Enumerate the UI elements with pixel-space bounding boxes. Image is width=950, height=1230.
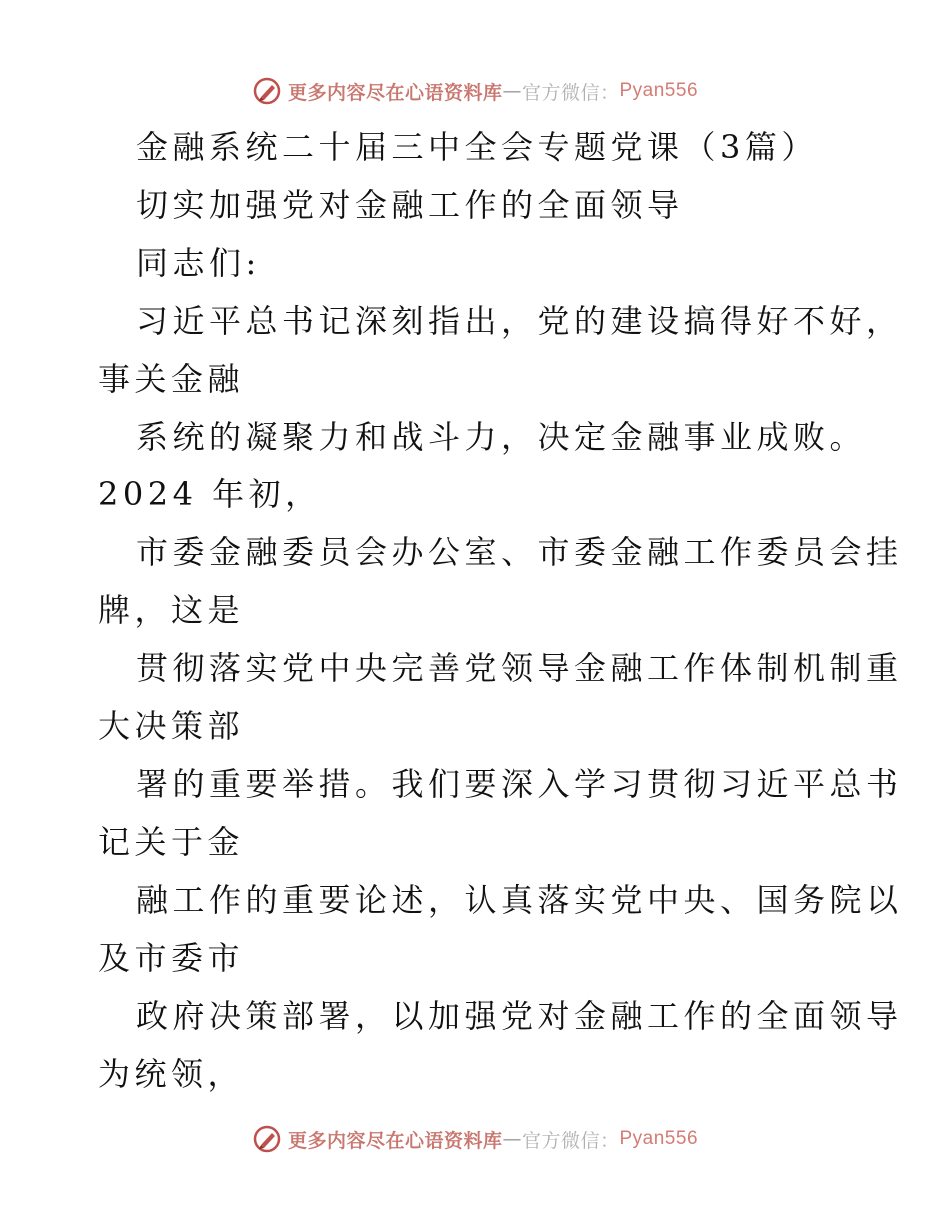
paragraph-line: 牌，这是	[98, 591, 245, 629]
paragraph-line: 为统领，	[98, 1055, 245, 1093]
paragraph-line: 记关于金	[98, 823, 245, 861]
wechat-label: 官方微信：	[521, 81, 620, 104]
paragraph-line: 事关金融	[98, 360, 245, 398]
banner-separator: —	[502, 1128, 522, 1150]
paragraph-line: 贯彻落实党中央完善党领导金融工作体制机制重	[136, 649, 903, 687]
banner-separator: —	[502, 80, 522, 102]
header-banner	[0, 71, 950, 111]
wechat-id: Pyan556	[619, 1128, 699, 1149]
paragraph-line: 市委金融委员会办公室、市委金融工作委员会挂	[136, 533, 903, 571]
document-subtitle: 切实加强党对金融工作的全面领导	[136, 186, 684, 224]
wechat-label: 官方微信：	[521, 1129, 620, 1152]
site-name: 更多内容尽在心语资料库	[287, 81, 503, 104]
paragraph-line: 系统的凝聚力和战斗力，决定金融事业成败。	[136, 418, 867, 456]
paragraph-line: 融工作的重要论述，认真落实党中央、国务院以	[136, 881, 903, 919]
document-title: 金融系统二十届三中全会专题党课（3篇）	[136, 128, 818, 166]
pen-logo-icon	[252, 76, 282, 106]
site-name: 更多内容尽在心语资料库	[287, 1129, 503, 1152]
footer-banner	[0, 1119, 950, 1159]
salutation: 同志们:	[136, 244, 261, 282]
paragraph-line: 及市委市	[98, 939, 245, 977]
paragraph-line: 大决策部	[98, 707, 245, 745]
pen-logo-icon	[252, 1124, 282, 1154]
paragraph-line: 署的重要举措。我们要深入学习贯彻习近平总书	[136, 765, 903, 803]
paragraph-line: 2024 年初，	[98, 475, 322, 513]
wechat-id: Pyan556	[619, 80, 699, 101]
paragraph-line: 政府决策部署，以加强党对金融工作的全面领导	[136, 997, 903, 1035]
paragraph-line: 习近平总书记深刻指出，党的建设搞得好不好，	[136, 302, 903, 340]
